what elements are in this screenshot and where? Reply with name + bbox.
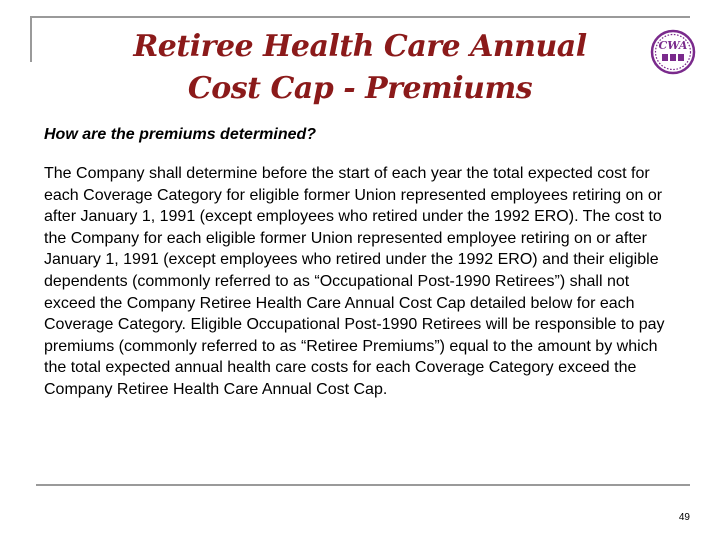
title-line-2: Cost Cap - Premiums <box>187 71 533 106</box>
left-divider <box>30 16 32 62</box>
title-line-1: Retiree Health Care Annual <box>133 29 587 64</box>
slide-title <box>110 26 610 110</box>
bottom-divider <box>36 484 690 486</box>
page-number: 49 <box>678 512 690 523</box>
cwa-logo <box>650 29 696 75</box>
cwa-logo-icon <box>650 29 696 75</box>
top-divider <box>30 16 690 18</box>
logo-text: CWA <box>658 39 688 52</box>
body-paragraph: The Company shall determine before the start of each year the total expected cost for each Coverage Category for eligible former Union represented employees retiring on or after January 1, 1991 (except employees who retired under the 1992 ERO). The cost to the Company for each eligible former Union represented employee retiring on or after January 1, 1991 (except employees who retired under the 1992 ERO) and their eligible dependents (commonly referred to as “Occupational Post-1990 Retirees”) shall not exceed the Company Retiree Health Care Annual Cost Cap detailed below for each Coverage Category. Eligible Occupational Post-1990 Retirees will be responsible to pay premiums (commonly referred to as “Retiree Premiums”) equal to the amount by which the total expected annual health care costs for each Coverage Category exceed the Company Retiree Health Care Annual Cost Cap. <box>44 165 665 398</box>
subtitle: How are the premiums determined? <box>44 126 317 143</box>
